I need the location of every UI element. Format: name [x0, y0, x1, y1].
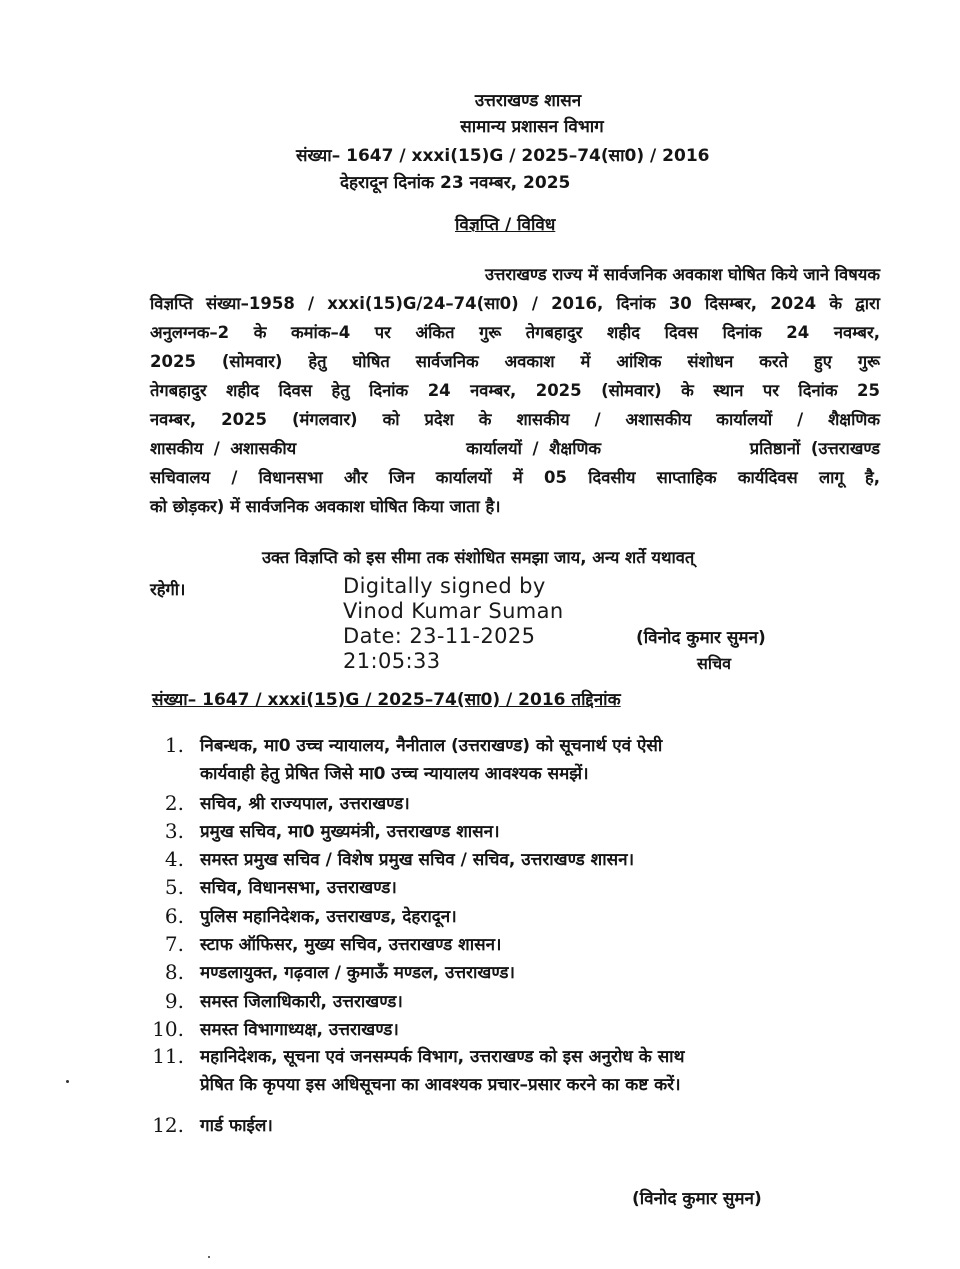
signature-line: Date: 23-11-2025	[343, 624, 536, 648]
body-line: तेगबहादुर शहीद दिवस हेतु दिनांक 24 नवम्बर, 2025 (सोमवार) के स्थान पर दिनांक 25	[150, 381, 880, 400]
item-number: 8.	[164, 960, 184, 984]
government-name: उत्तराखण्ड शासन	[474, 91, 582, 111]
copy-reference: संख्या– 1647 / xxxi(15)G / 2025–74(सा0) / 2016 तद्दिनांक	[152, 690, 621, 710]
reference-number: संख्या– 1647 / xxxi(15)G / 2025–74(सा0) / 2016	[296, 146, 710, 166]
closing-line: उक्त विज्ञप्ति को इस सीमा तक संशोधित समझा जाय, अन्य शर्ते यथावत्	[262, 548, 695, 567]
item-number: 7.	[164, 932, 184, 956]
body-line: सचिवालय / विधानसभा और जिन कार्यालयों में 05 दिवसीय साप्ताहिक कार्यदिवस लागू है,	[150, 468, 880, 487]
item-text: समस्त प्रमुख सचिव / विशेष प्रमुख सचिव / सचिव, उत्तराखण्ड शासन।	[200, 850, 635, 870]
body-line: 2025 (सोमवार) हेतु घोषित सार्वजनिक अवकाश में आंशिक संशोधन करते हुए गुरू	[150, 352, 880, 371]
item-text: समस्त जिलाधिकारी, उत्तराखण्ड।	[200, 992, 403, 1012]
signature-line: 21:05:33	[343, 649, 441, 673]
item-number: 10.	[152, 1017, 184, 1041]
signatory-name: (विनोद कुमार सुमन)	[636, 628, 766, 648]
subject-heading: विज्ञप्ति / विविध	[455, 215, 556, 235]
item-text: गार्ड फाईल।	[200, 1116, 273, 1136]
item-number: 3.	[164, 819, 184, 843]
place-date: देहरादून दिनांक 23 नवम्बर, 2025	[340, 173, 571, 193]
body-line: विज्ञप्ति संख्या–1958 / xxxi(15)G/24–74(सा0) / 2016, दिनांक 30 दिसम्बर, 2024 के द्वारा	[150, 294, 880, 313]
signatory-designation: सचिव	[697, 654, 732, 673]
body-line: शासकीय / अशासकीय कार्यालयों / शैक्षणिक प्रतिष्ठानों (उत्तराखण्ड	[150, 439, 880, 458]
item-text: समस्त विभागाध्यक्ष, उत्तराखण्ड।	[200, 1020, 399, 1040]
item-text: मण्डलायुक्त, गढ़वाल / कुमाऊँ मण्डल, उत्तराखण्ड।	[200, 963, 515, 983]
body-line: अनुलग्नक–2 के कमांक–4 पर अंकित गुरू तेगबहादुर शहीद दिवस दिनांक 24 नवम्बर,	[150, 323, 880, 342]
paper-speck	[66, 1080, 69, 1083]
item-number: 11.	[152, 1044, 184, 1068]
item-number: 4.	[164, 847, 184, 871]
item-text: पुलिस महानिदेशक, उत्तराखण्ड, देहरादून।	[200, 907, 457, 927]
body-line: को छोड़कर) में सार्वजनिक अवकाश घोषित किया जाता है।	[150, 497, 501, 516]
paper-speck	[208, 1256, 210, 1258]
item-text: महानिदेशक, सूचना एवं जनसम्पर्क विभाग, उत्तराखण्ड को इस अनुरोध के साथ	[200, 1047, 685, 1067]
item-text: स्टाफ ऑफिसर, मुख्य सचिव, उत्तराखण्ड शासन।	[200, 935, 502, 955]
item-text: सचिव, श्री राज्यपाल, उत्तराखण्ड।	[200, 794, 410, 814]
item-text: सचिव, विधानसभा, उत्तराखण्ड।	[200, 878, 397, 898]
item-number: 6.	[164, 904, 184, 928]
item-number: 1.	[164, 733, 184, 757]
item-number: 2.	[164, 791, 184, 815]
item-text-continued: कार्यवाही हेतु प्रेषित जिसे मा0 उच्च न्यायालय आवश्यक समझें।	[200, 764, 589, 784]
item-number: 5.	[164, 875, 184, 899]
signature-line: Digitally signed by	[343, 574, 546, 598]
body-line: उत्तराखण्ड राज्य में सार्वजनिक अवकाश घोषित किये जाने विषयक	[370, 265, 880, 284]
item-number: 9.	[164, 989, 184, 1013]
body-line: नवम्बर, 2025 (मंगलवार) को प्रदेश के शासकीय / अशासकीय कार्यालयों / शैक्षणिक	[150, 410, 880, 429]
closing-line-end: रहेगी।	[150, 580, 186, 599]
item-number: 12.	[152, 1113, 184, 1137]
digital-signature-stamp	[343, 574, 564, 674]
item-text: निबन्धक, मा0 उच्च न्यायालय, नैनीताल (उत्तराखण्ड) को सूचनार्थ एवं ऐसी	[200, 736, 663, 756]
signature-line: Vinod Kumar Suman	[343, 599, 564, 623]
item-text: प्रमुख सचिव, मा0 मुख्यमंत्री, उत्तराखण्ड शासन।	[200, 822, 500, 842]
department-name: सामान्य प्रशासन विभाग	[460, 117, 604, 137]
final-signatory-name: (विनोद कुमार सुमन)	[632, 1189, 762, 1209]
item-text-continued: प्रेषित कि कृपया इस अधिसूचना का आवश्यक प्रचार–प्रसार करने का कष्ट करें।	[200, 1075, 681, 1095]
